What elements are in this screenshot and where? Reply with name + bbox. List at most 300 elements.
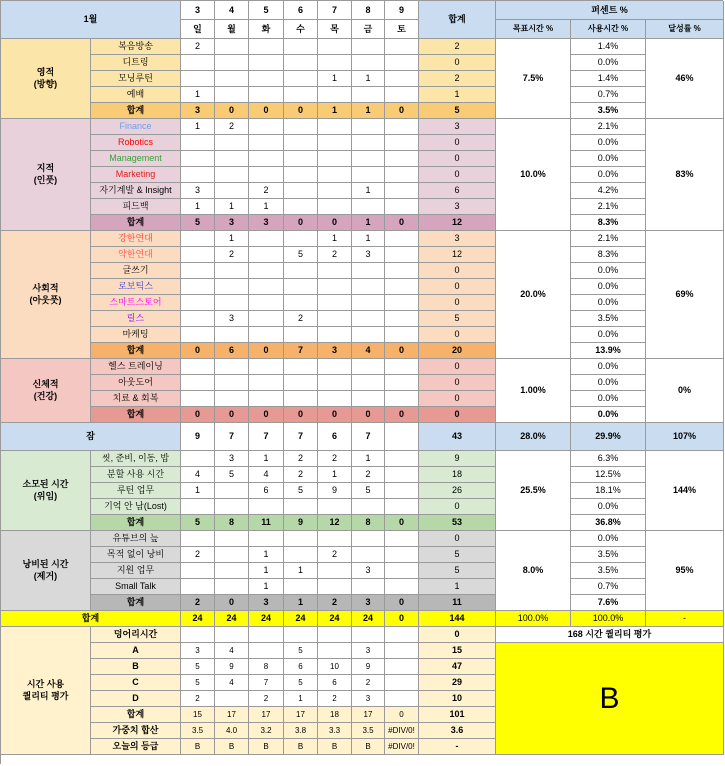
- row-percent[interactable]: 0.0%: [571, 327, 646, 343]
- sleep-rate[interactable]: 107%: [646, 423, 724, 451]
- hour-cell[interactable]: [352, 359, 385, 375]
- hour-cell[interactable]: [385, 311, 419, 327]
- weekday-header[interactable]: 화: [249, 20, 284, 39]
- hour-cell[interactable]: 3: [215, 311, 249, 327]
- hour-cell[interactable]: [385, 247, 419, 263]
- hour-cell[interactable]: [249, 39, 284, 55]
- quality-cell[interactable]: 17: [215, 707, 249, 723]
- activity-label[interactable]: 복음방송: [91, 39, 181, 55]
- quality-label[interactable]: 덩어리시간: [91, 627, 181, 643]
- hour-cell[interactable]: [318, 135, 352, 151]
- hour-cell[interactable]: [181, 279, 215, 295]
- hour-cell[interactable]: 5: [284, 247, 318, 263]
- sum-label[interactable]: 합계: [91, 407, 181, 423]
- achievement-rate[interactable]: 0%: [646, 359, 724, 423]
- sleep-cell[interactable]: 6: [318, 423, 352, 451]
- quality-label[interactable]: A: [91, 643, 181, 659]
- row-total[interactable]: 26: [419, 483, 496, 499]
- target-percent[interactable]: 25.5%: [496, 451, 571, 531]
- hour-cell[interactable]: 2: [249, 183, 284, 199]
- row-total[interactable]: 2: [419, 71, 496, 87]
- hour-cell[interactable]: [284, 55, 318, 71]
- hour-cell[interactable]: [352, 579, 385, 595]
- sum-percent[interactable]: 36.8%: [571, 515, 646, 531]
- weekday-header[interactable]: 금: [352, 20, 385, 39]
- sleep-total[interactable]: 43: [419, 423, 496, 451]
- hour-cell[interactable]: [385, 499, 419, 515]
- row-percent[interactable]: 18.1%: [571, 483, 646, 499]
- hour-cell[interactable]: [249, 55, 284, 71]
- hour-cell[interactable]: [284, 295, 318, 311]
- quality-cell[interactable]: 3.5: [181, 723, 215, 739]
- hour-cell[interactable]: 5: [215, 467, 249, 483]
- quality-cell[interactable]: 3.3: [318, 723, 352, 739]
- hour-cell[interactable]: [181, 247, 215, 263]
- hour-cell[interactable]: [352, 311, 385, 327]
- quality-label[interactable]: 가중치 합산: [91, 723, 181, 739]
- row-percent[interactable]: 1.4%: [571, 39, 646, 55]
- hour-cell[interactable]: 4: [249, 467, 284, 483]
- hour-cell[interactable]: [352, 327, 385, 343]
- sleep-used[interactable]: 29.9%: [571, 423, 646, 451]
- hour-cell[interactable]: [385, 375, 419, 391]
- sum-cell[interactable]: 0: [385, 103, 419, 119]
- row-percent[interactable]: 0.0%: [571, 295, 646, 311]
- hour-cell[interactable]: [284, 39, 318, 55]
- sum-cell[interactable]: 0: [318, 407, 352, 423]
- hour-cell[interactable]: [318, 55, 352, 71]
- sum-cell[interactable]: 0: [249, 407, 284, 423]
- sum-cell[interactable]: 0: [284, 407, 318, 423]
- hour-cell[interactable]: [284, 199, 318, 215]
- hour-cell[interactable]: [215, 263, 249, 279]
- hour-cell[interactable]: 1: [181, 87, 215, 103]
- hour-cell[interactable]: [181, 579, 215, 595]
- hour-cell[interactable]: [318, 391, 352, 407]
- quality-cell[interactable]: 17: [249, 707, 284, 723]
- row-total[interactable]: 3: [419, 119, 496, 135]
- sum-label[interactable]: 합계: [91, 215, 181, 231]
- hour-cell[interactable]: [352, 119, 385, 135]
- hour-cell[interactable]: [385, 483, 419, 499]
- sum-total[interactable]: 12: [419, 215, 496, 231]
- achievement-rate[interactable]: 69%: [646, 231, 724, 359]
- hour-cell[interactable]: [215, 151, 249, 167]
- sum-cell[interactable]: 0: [352, 407, 385, 423]
- hour-cell[interactable]: 3: [181, 183, 215, 199]
- sum-cell[interactable]: 1: [318, 103, 352, 119]
- quality-cell[interactable]: [385, 691, 419, 707]
- sum-cell[interactable]: 3: [249, 595, 284, 611]
- activity-label[interactable]: Robotics: [91, 135, 181, 151]
- hour-cell[interactable]: [181, 451, 215, 467]
- activity-label[interactable]: 자기계발 & Insight: [91, 183, 181, 199]
- sum-label[interactable]: 합계: [91, 595, 181, 611]
- quality-cell[interactable]: 3.2: [249, 723, 284, 739]
- hour-cell[interactable]: 6: [249, 483, 284, 499]
- row-percent[interactable]: 0.0%: [571, 279, 646, 295]
- hour-cell[interactable]: [181, 55, 215, 71]
- hour-cell[interactable]: [318, 167, 352, 183]
- row-total[interactable]: 6: [419, 183, 496, 199]
- hour-cell[interactable]: [352, 531, 385, 547]
- sum-total[interactable]: 5: [419, 103, 496, 119]
- row-percent[interactable]: 8.3%: [571, 247, 646, 263]
- quality-title[interactable]: 시간 사용 퀄리티 평가: [1, 627, 91, 755]
- row-total[interactable]: 3: [419, 199, 496, 215]
- quality-total[interactable]: 0: [419, 627, 496, 643]
- hour-cell[interactable]: [318, 151, 352, 167]
- activity-label[interactable]: 릴스: [91, 311, 181, 327]
- row-total[interactable]: 0: [419, 55, 496, 71]
- row-percent[interactable]: 0.0%: [571, 531, 646, 547]
- hour-cell[interactable]: [249, 71, 284, 87]
- weekday-header[interactable]: 수: [284, 20, 318, 39]
- hour-cell[interactable]: [352, 199, 385, 215]
- row-total[interactable]: 5: [419, 563, 496, 579]
- quality-cell[interactable]: 17: [284, 707, 318, 723]
- quality-label[interactable]: 합계: [91, 707, 181, 723]
- row-percent[interactable]: 0.0%: [571, 55, 646, 71]
- hour-cell[interactable]: 1: [249, 199, 284, 215]
- quality-cell[interactable]: [284, 627, 318, 643]
- hour-cell[interactable]: 1: [284, 563, 318, 579]
- hour-cell[interactable]: [352, 295, 385, 311]
- hour-cell[interactable]: [318, 279, 352, 295]
- hour-cell[interactable]: [284, 231, 318, 247]
- quality-cell[interactable]: 2: [352, 675, 385, 691]
- hour-cell[interactable]: [181, 327, 215, 343]
- sum-total[interactable]: 20: [419, 343, 496, 359]
- hour-cell[interactable]: [352, 391, 385, 407]
- grand-total-label[interactable]: 합계: [1, 611, 181, 627]
- sum-cell[interactable]: 1: [352, 103, 385, 119]
- hour-cell[interactable]: [215, 167, 249, 183]
- weekday-header[interactable]: 월: [215, 20, 249, 39]
- hour-cell[interactable]: [215, 55, 249, 71]
- quality-cell[interactable]: 3: [352, 643, 385, 659]
- activity-label[interactable]: 약한연대: [91, 247, 181, 263]
- quality-cell[interactable]: [385, 627, 419, 643]
- quality-cell[interactable]: 1: [284, 691, 318, 707]
- target-percent[interactable]: 8.0%: [496, 531, 571, 611]
- sum-total[interactable]: 11: [419, 595, 496, 611]
- hour-cell[interactable]: [249, 135, 284, 151]
- grand-rate[interactable]: -: [646, 611, 724, 627]
- quality-cell[interactable]: 2: [249, 691, 284, 707]
- sum-cell[interactable]: 0: [385, 515, 419, 531]
- sleep-cell[interactable]: 7: [215, 423, 249, 451]
- hour-cell[interactable]: 1: [318, 231, 352, 247]
- sum-cell[interactable]: 1: [352, 215, 385, 231]
- quality-cell[interactable]: [318, 643, 352, 659]
- hour-cell[interactable]: 2: [215, 119, 249, 135]
- achievement-rate[interactable]: 144%: [646, 451, 724, 531]
- hour-cell[interactable]: [181, 311, 215, 327]
- quality-cell[interactable]: 5: [284, 675, 318, 691]
- quality-cell[interactable]: B: [181, 739, 215, 755]
- quality-cell[interactable]: 8: [249, 659, 284, 675]
- hour-cell[interactable]: [385, 199, 419, 215]
- hour-cell[interactable]: 1: [249, 579, 284, 595]
- quality-cell[interactable]: [181, 627, 215, 643]
- sum-percent[interactable]: 7.6%: [571, 595, 646, 611]
- hour-cell[interactable]: [181, 391, 215, 407]
- hour-cell[interactable]: [318, 199, 352, 215]
- hour-cell[interactable]: [215, 359, 249, 375]
- sum-cell[interactable]: 2: [318, 595, 352, 611]
- hour-cell[interactable]: [318, 531, 352, 547]
- hour-cell[interactable]: [215, 391, 249, 407]
- quality-cell[interactable]: #DIV/0!: [385, 723, 419, 739]
- quality-cell[interactable]: 5: [181, 675, 215, 691]
- hour-cell[interactable]: [284, 547, 318, 563]
- activity-label[interactable]: 치료 & 회복: [91, 391, 181, 407]
- date-header[interactable]: 5: [249, 1, 284, 20]
- category-title[interactable]: 사회적 (아웃풋): [1, 231, 91, 359]
- quality-total[interactable]: -: [419, 739, 496, 755]
- hour-cell[interactable]: [284, 279, 318, 295]
- sum-cell[interactable]: 3: [352, 595, 385, 611]
- hour-cell[interactable]: [318, 39, 352, 55]
- row-percent[interactable]: 6.3%: [571, 451, 646, 467]
- hour-cell[interactable]: [249, 263, 284, 279]
- hour-cell[interactable]: [318, 119, 352, 135]
- hour-cell[interactable]: [385, 39, 419, 55]
- hour-cell[interactable]: 2: [215, 247, 249, 263]
- hour-cell[interactable]: [249, 311, 284, 327]
- hour-cell[interactable]: 3: [352, 563, 385, 579]
- activity-label[interactable]: 헬스 트레이닝: [91, 359, 181, 375]
- weekday-header[interactable]: 일: [181, 20, 215, 39]
- activity-label[interactable]: Small Talk: [91, 579, 181, 595]
- row-total[interactable]: 0: [419, 359, 496, 375]
- sum-label[interactable]: 합계: [91, 343, 181, 359]
- hour-cell[interactable]: [181, 359, 215, 375]
- hour-cell[interactable]: 2: [318, 547, 352, 563]
- activity-label[interactable]: Management: [91, 151, 181, 167]
- hour-cell[interactable]: [215, 499, 249, 515]
- hour-cell[interactable]: [318, 87, 352, 103]
- hour-cell[interactable]: [249, 119, 284, 135]
- quality-cell[interactable]: 6: [318, 675, 352, 691]
- activity-label[interactable]: 루틴 업무: [91, 483, 181, 499]
- hour-cell[interactable]: [181, 531, 215, 547]
- activity-label[interactable]: 예배: [91, 87, 181, 103]
- hour-cell[interactable]: [385, 295, 419, 311]
- activity-label[interactable]: 씻, 준비, 이동, 밥: [91, 451, 181, 467]
- hour-cell[interactable]: [249, 499, 284, 515]
- hour-cell[interactable]: [352, 167, 385, 183]
- activity-label[interactable]: 기억 안 남(Lost): [91, 499, 181, 515]
- hour-cell[interactable]: [284, 359, 318, 375]
- sum-cell[interactable]: 0: [215, 595, 249, 611]
- quality-cell[interactable]: [352, 627, 385, 643]
- activity-label[interactable]: 분할 사용 시간: [91, 467, 181, 483]
- hour-cell[interactable]: [318, 327, 352, 343]
- hour-cell[interactable]: 1: [215, 231, 249, 247]
- row-total[interactable]: 0: [419, 375, 496, 391]
- hour-cell[interactable]: [352, 39, 385, 55]
- achievement-rate[interactable]: 83%: [646, 119, 724, 231]
- hour-cell[interactable]: [284, 87, 318, 103]
- target-percent[interactable]: 7.5%: [496, 39, 571, 119]
- hour-cell[interactable]: [215, 295, 249, 311]
- hour-cell[interactable]: [284, 183, 318, 199]
- weekday-header[interactable]: 토: [385, 20, 419, 39]
- quality-cell[interactable]: B: [352, 739, 385, 755]
- hour-cell[interactable]: [181, 499, 215, 515]
- hour-cell[interactable]: [385, 263, 419, 279]
- month-label[interactable]: 1월: [1, 1, 181, 39]
- quality-cell[interactable]: [385, 659, 419, 675]
- hour-cell[interactable]: [385, 359, 419, 375]
- quality-cell[interactable]: 5: [284, 643, 318, 659]
- rate-header[interactable]: 달성률 %: [646, 20, 724, 39]
- grand-total-cell[interactable]: 0: [385, 611, 419, 627]
- sum-cell[interactable]: 2: [181, 595, 215, 611]
- row-percent[interactable]: 3.5%: [571, 563, 646, 579]
- rating-title[interactable]: 168 시간 퀄리티 평가: [496, 627, 724, 643]
- sum-cell[interactable]: 0: [385, 407, 419, 423]
- quality-cell[interactable]: 9: [215, 659, 249, 675]
- activity-label[interactable]: 지원 업무: [91, 563, 181, 579]
- sum-cell[interactable]: 11: [249, 515, 284, 531]
- quality-total[interactable]: 47: [419, 659, 496, 675]
- hour-cell[interactable]: [249, 295, 284, 311]
- sleep-cell[interactable]: 7: [284, 423, 318, 451]
- row-total[interactable]: 2: [419, 39, 496, 55]
- sum-cell[interactable]: 0: [181, 343, 215, 359]
- sum-cell[interactable]: 6: [215, 343, 249, 359]
- sum-percent[interactable]: 0.0%: [571, 407, 646, 423]
- row-percent[interactable]: 1.4%: [571, 71, 646, 87]
- sum-percent[interactable]: 8.3%: [571, 215, 646, 231]
- hour-cell[interactable]: [181, 151, 215, 167]
- hour-cell[interactable]: [318, 263, 352, 279]
- hour-cell[interactable]: [284, 263, 318, 279]
- activity-label[interactable]: 글쓰기: [91, 263, 181, 279]
- hour-cell[interactable]: 2: [284, 467, 318, 483]
- row-percent[interactable]: 2.1%: [571, 119, 646, 135]
- hour-cell[interactable]: 1: [181, 483, 215, 499]
- hour-cell[interactable]: [181, 375, 215, 391]
- category-title[interactable]: 신체적 (건강): [1, 359, 91, 423]
- sum-cell[interactable]: 5: [181, 515, 215, 531]
- hour-cell[interactable]: [215, 183, 249, 199]
- row-total[interactable]: 0: [419, 263, 496, 279]
- hour-cell[interactable]: [385, 563, 419, 579]
- target-header[interactable]: 목표시간 %: [496, 20, 571, 39]
- grand-total-cell[interactable]: 24: [352, 611, 385, 627]
- hour-cell[interactable]: [215, 579, 249, 595]
- row-percent[interactable]: 0.0%: [571, 391, 646, 407]
- hour-cell[interactable]: [284, 71, 318, 87]
- date-header[interactable]: 7: [318, 1, 352, 20]
- hour-cell[interactable]: [249, 151, 284, 167]
- sum-cell[interactable]: 0: [215, 407, 249, 423]
- quality-cell[interactable]: 4.0: [215, 723, 249, 739]
- hour-cell[interactable]: [318, 563, 352, 579]
- hour-cell[interactable]: [249, 87, 284, 103]
- grand-total-cell[interactable]: 24: [284, 611, 318, 627]
- quality-cell[interactable]: 7: [249, 675, 284, 691]
- row-percent[interactable]: 3.5%: [571, 547, 646, 563]
- hour-cell[interactable]: 5: [352, 483, 385, 499]
- sum-cell[interactable]: 0: [181, 407, 215, 423]
- hour-cell[interactable]: [284, 135, 318, 151]
- hour-cell[interactable]: [385, 547, 419, 563]
- grand-total[interactable]: 144: [419, 611, 496, 627]
- hour-cell[interactable]: [215, 39, 249, 55]
- sleep-target[interactable]: 28.0%: [496, 423, 571, 451]
- quality-cell[interactable]: B: [215, 739, 249, 755]
- hour-cell[interactable]: [215, 87, 249, 103]
- quality-total[interactable]: 15: [419, 643, 496, 659]
- hour-cell[interactable]: 2: [352, 467, 385, 483]
- row-percent[interactable]: 0.0%: [571, 135, 646, 151]
- hour-cell[interactable]: 1: [249, 563, 284, 579]
- quality-cell[interactable]: 18: [318, 707, 352, 723]
- date-header[interactable]: 3: [181, 1, 215, 20]
- row-total[interactable]: 5: [419, 547, 496, 563]
- sum-cell[interactable]: 1: [284, 595, 318, 611]
- date-header[interactable]: 8: [352, 1, 385, 20]
- sum-percent[interactable]: 3.5%: [571, 103, 646, 119]
- sleep-cell[interactable]: 9: [181, 423, 215, 451]
- quality-total[interactable]: 3.6: [419, 723, 496, 739]
- hour-cell[interactable]: 1: [352, 183, 385, 199]
- quality-cell[interactable]: 3.5: [352, 723, 385, 739]
- quality-cell[interactable]: 5: [181, 659, 215, 675]
- activity-label[interactable]: 로보틱스: [91, 279, 181, 295]
- hour-cell[interactable]: [385, 451, 419, 467]
- sum-cell[interactable]: 5: [181, 215, 215, 231]
- activity-label[interactable]: 목적 없이 낭비: [91, 547, 181, 563]
- hour-cell[interactable]: 1: [181, 199, 215, 215]
- quality-cell[interactable]: [215, 691, 249, 707]
- hour-cell[interactable]: [181, 563, 215, 579]
- row-percent[interactable]: 12.5%: [571, 467, 646, 483]
- row-percent[interactable]: 2.1%: [571, 199, 646, 215]
- hour-cell[interactable]: [385, 579, 419, 595]
- quality-cell[interactable]: 9: [352, 659, 385, 675]
- hour-cell[interactable]: [284, 391, 318, 407]
- achievement-rate[interactable]: 95%: [646, 531, 724, 611]
- hour-cell[interactable]: [284, 327, 318, 343]
- row-total[interactable]: 1: [419, 579, 496, 595]
- hour-cell[interactable]: 1: [352, 231, 385, 247]
- sum-percent[interactable]: 13.9%: [571, 343, 646, 359]
- category-title[interactable]: 지적 (인풋): [1, 119, 91, 231]
- activity-label[interactable]: 마케팅: [91, 327, 181, 343]
- hour-cell[interactable]: [181, 295, 215, 311]
- row-total[interactable]: 0: [419, 135, 496, 151]
- quality-cell[interactable]: 10: [318, 659, 352, 675]
- quality-cell[interactable]: B: [249, 739, 284, 755]
- grade-display[interactable]: B: [496, 643, 724, 755]
- target-percent[interactable]: 10.0%: [496, 119, 571, 231]
- hour-cell[interactable]: 1: [318, 71, 352, 87]
- activity-label[interactable]: 피드백: [91, 199, 181, 215]
- sum-cell[interactable]: 0: [318, 215, 352, 231]
- row-percent[interactable]: 0.7%: [571, 87, 646, 103]
- sum-cell[interactable]: 0: [385, 595, 419, 611]
- hour-cell[interactable]: [352, 55, 385, 71]
- activity-label[interactable]: 아웃도어: [91, 375, 181, 391]
- sum-cell[interactable]: 3: [181, 103, 215, 119]
- hour-cell[interactable]: [318, 499, 352, 515]
